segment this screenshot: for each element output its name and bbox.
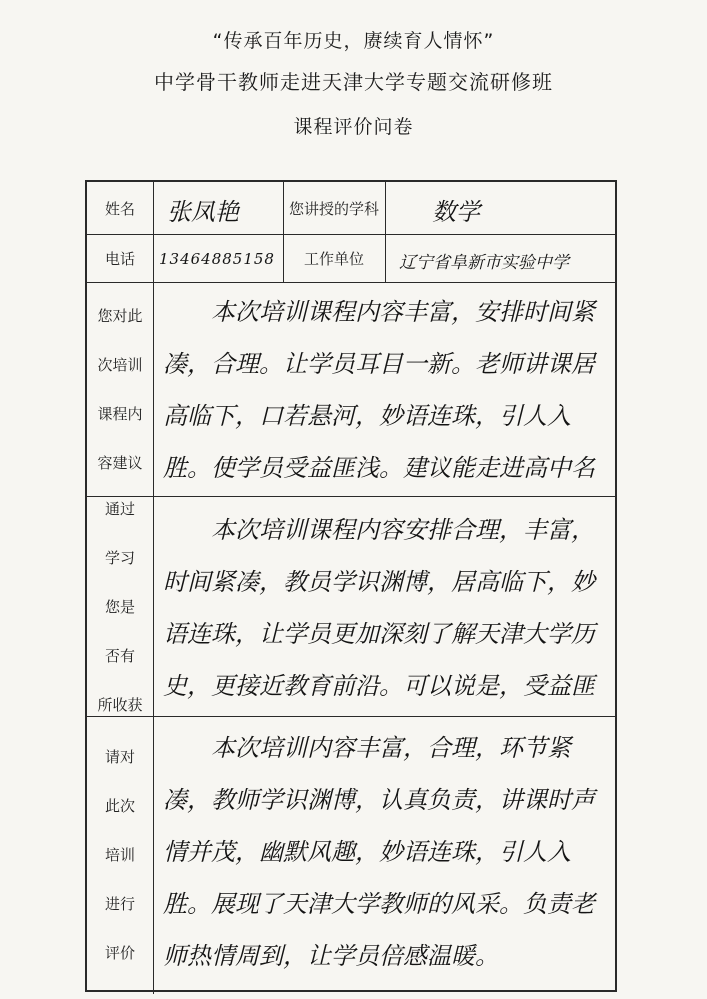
q2-label-line: 您是	[104, 597, 135, 616]
row-divider	[87, 282, 615, 283]
column-divider	[153, 182, 154, 994]
q1-label-line: 容建议	[97, 454, 143, 472]
row-divider	[87, 496, 615, 497]
column-divider	[385, 182, 386, 282]
phone-label: 电话	[104, 249, 135, 268]
q3-answer: 本次培训内容丰富，合理，环节紧凑，教师学识渊博，认真负责，讲课时声情并茂，幽默风趣，妙语连珠，引人入胜。展现了天津大学教师的风采。负责老师热情周到，让学员倍感温暖。	[163, 734, 595, 970]
q1-label	[87, 282, 153, 496]
q3-label	[87, 716, 153, 992]
subject-label: 您讲授的学科	[288, 199, 379, 218]
q3-label-line: 培训	[104, 845, 135, 864]
unit-value: 辽宁省阜新市实验中学	[399, 253, 569, 273]
q1-label-line: 您对此	[97, 307, 143, 325]
q2-label-line: 通过	[104, 499, 135, 518]
name-value: 张凤艳	[167, 198, 239, 226]
survey-title-line3: 课程评价问卷	[293, 116, 414, 138]
q3-label-line: 此次	[104, 796, 135, 815]
q1-label-line: 次培训	[97, 356, 143, 374]
subject-value: 数学	[432, 198, 480, 226]
q2-label	[87, 496, 153, 716]
q1-label-line: 课程内	[97, 405, 143, 423]
q3-label-line: 评价	[104, 943, 135, 962]
q2-label-line: 学习	[104, 548, 135, 567]
q2-answer: 本次培训课程内容安排合理，丰富，时间紧凑，教员学识渊博，居高临下，妙语连珠，让学员更加深刻了解天津大学历史，更接近教育前沿。可以说是，受益匪	[163, 516, 595, 700]
survey-title-line2: 中学骨干教师走进天津大学专题交流研修班	[154, 70, 553, 94]
q3-label-line: 请对	[104, 747, 135, 766]
evaluation-form	[85, 180, 617, 992]
q2-label-line: 所收获	[97, 695, 143, 714]
q3-label-line: 进行	[104, 894, 135, 913]
phone-value: 13464885158	[159, 250, 275, 268]
q2-label-line: 否有	[104, 646, 135, 665]
q1-answer: 本次培训课程内容丰富，安排时间紧凑，合理。让学员耳目一新。老师讲课居高临下，口若悬河，妙语连珠，引人入胜。使学员受益匪浅。建议能走进高中名	[163, 298, 595, 482]
row-divider	[87, 716, 615, 717]
survey-title-line1: “传承百年历史，赓续育人情怀”	[212, 30, 495, 52]
unit-label: 工作单位	[303, 249, 364, 268]
name-label: 姓名	[104, 199, 135, 218]
